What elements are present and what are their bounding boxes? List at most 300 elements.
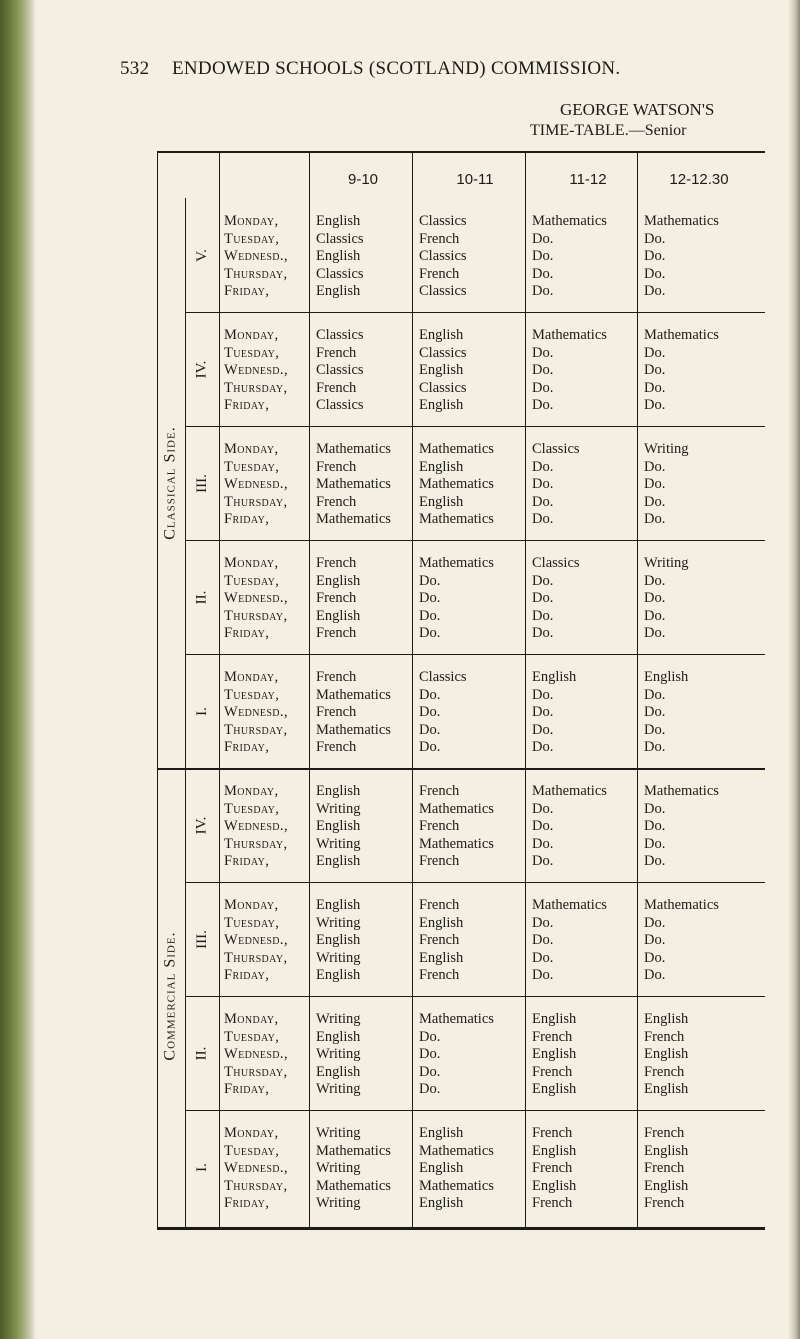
subject-entry: Do. — [419, 704, 441, 720]
subject-entry: Do. — [532, 476, 554, 492]
day-label: Thursday, — [224, 1177, 288, 1194]
subject-entry: Do. — [532, 721, 554, 738]
subject-cell — [532, 1125, 576, 1213]
subject-entry: Do. — [532, 230, 554, 247]
subject-cell — [644, 783, 719, 871]
subject-entry: Do. — [644, 739, 666, 755]
column-rule — [219, 153, 220, 1227]
subject-cell — [316, 897, 361, 985]
subject-entry: Do. — [532, 283, 554, 299]
subject-entry: Do. — [419, 1028, 441, 1045]
subject-entry: Mathematics — [316, 441, 391, 457]
days-cell — [224, 441, 288, 529]
subject-entry: Do. — [532, 932, 554, 948]
form-row — [185, 882, 765, 996]
form-separator — [185, 996, 765, 997]
subject-entry: Do. — [532, 397, 554, 413]
subject-entry: French — [644, 1160, 685, 1176]
form-separator — [185, 426, 765, 427]
subject-entry: Do. — [532, 739, 554, 755]
subject-entry: Do. — [644, 686, 666, 703]
subject-entry: Mathematics — [419, 1011, 494, 1027]
form-row — [185, 426, 765, 540]
subject-entry: French — [644, 1063, 685, 1080]
side-separator — [157, 768, 765, 770]
school-title: GEORGE WATSON'S — [560, 100, 715, 119]
form-number — [185, 1110, 219, 1224]
subject-entry: Do. — [532, 572, 554, 589]
subject-entry: English — [532, 1177, 577, 1194]
subject-cell — [316, 555, 360, 643]
subject-entry: Classics — [419, 379, 467, 396]
subject-entry: Writing — [644, 441, 689, 457]
subject-entry: Do. — [419, 1046, 441, 1062]
subject-entry: French — [644, 1125, 685, 1141]
subject-entry: Mathematics — [644, 327, 719, 343]
subject-entry: English — [419, 1160, 464, 1176]
day-label: Wednesd., — [224, 476, 288, 492]
subject-entry: Do. — [419, 590, 441, 606]
subject-entry: Classics — [316, 397, 364, 413]
column-rule — [412, 153, 413, 1227]
form-number — [185, 540, 219, 654]
form-number — [185, 654, 219, 768]
subject-entry: English — [644, 669, 689, 685]
subject-cell — [532, 213, 607, 301]
subject-entry: English — [644, 1177, 689, 1194]
subject-entry: Do. — [644, 379, 666, 396]
subject-cell — [419, 213, 467, 301]
subject-cell — [316, 213, 364, 301]
page-number: 532 — [120, 58, 150, 79]
subject-cell — [532, 555, 580, 643]
subject-entry: French — [419, 265, 460, 282]
subject-entry: Do. — [419, 721, 441, 738]
day-label: Thursday, — [224, 949, 288, 966]
days-cell — [224, 669, 288, 757]
day-label: Monday, — [224, 555, 279, 571]
form-row — [185, 654, 765, 768]
subject-entry: French — [532, 1195, 573, 1211]
day-label: Thursday, — [224, 1063, 288, 1080]
running-title: ENDOWED SCHOOLS (SCOTLAND) COMMISSION. — [172, 58, 621, 79]
subject-entry: Do. — [532, 511, 554, 527]
subject-entry: Do. — [644, 283, 666, 299]
subject-entry: Do. — [532, 835, 554, 852]
subject-entry: English — [532, 1081, 577, 1097]
book-binding-edge — [0, 0, 36, 1339]
subject-entry: Classics — [419, 248, 467, 264]
column-headers — [157, 153, 765, 198]
day-label: Wednesd., — [224, 932, 288, 948]
subject-entry: Do. — [532, 265, 554, 282]
days-cell — [224, 783, 288, 871]
subject-cell — [419, 783, 494, 871]
subject-entry: Classics — [532, 441, 580, 457]
subject-entry: Mathematics — [316, 1177, 391, 1194]
subject-entry: French — [316, 555, 357, 571]
subject-entry: Do. — [644, 835, 666, 852]
subject-entry: Mathematics — [644, 213, 719, 229]
column-rule — [185, 198, 186, 1227]
subject-entry: Mathematics — [316, 721, 391, 738]
column-header: 11-12 — [569, 171, 607, 188]
subject-entry: Do. — [419, 572, 441, 589]
form-separator — [185, 312, 765, 313]
subject-entry: Do. — [419, 1063, 441, 1080]
subject-entry: Do. — [419, 607, 441, 624]
subject-entry: English — [644, 1011, 689, 1027]
subject-entry: French — [644, 1028, 685, 1045]
subject-entry: Writing — [316, 1046, 361, 1062]
form-number-text: I. — [193, 706, 210, 716]
subject-entry: English — [316, 1028, 361, 1045]
day-label: Monday, — [224, 669, 279, 685]
form-number-text: III. — [193, 929, 210, 949]
subject-entry: English — [316, 213, 361, 229]
subject-cell — [644, 555, 689, 643]
form-number-text: V. — [193, 248, 210, 262]
day-label: Monday, — [224, 213, 279, 229]
subject-cell — [419, 327, 467, 415]
subject-cell — [316, 669, 391, 757]
subject-entry: Do. — [644, 362, 666, 378]
table-left-rule — [157, 153, 158, 1227]
subject-entry: Mathematics — [644, 783, 719, 799]
subject-entry: Do. — [644, 248, 666, 264]
day-label: Wednesd., — [224, 1160, 288, 1176]
day-label: Friday, — [224, 1081, 270, 1097]
subject-entry: Do. — [532, 344, 554, 361]
side-label — [157, 768, 185, 1224]
day-label: Friday, — [224, 283, 270, 299]
days-cell — [224, 213, 288, 301]
subject-entry: French — [532, 1028, 573, 1045]
subject-entry: Writing — [644, 555, 689, 571]
form-number — [185, 312, 219, 426]
day-label: Thursday, — [224, 721, 288, 738]
form-number — [185, 996, 219, 1110]
side-block — [157, 198, 765, 768]
timetable-subtitle: TIME-TABLE.—Senior — [530, 122, 687, 139]
subject-entry: Do. — [532, 625, 554, 641]
subject-entry: Do. — [532, 800, 554, 817]
subject-entry: English — [316, 248, 361, 264]
subject-entry: Writing — [316, 914, 361, 931]
form-separator — [185, 1110, 765, 1111]
form-number-text: IV. — [193, 360, 210, 378]
subject-entry: Classics — [419, 669, 467, 685]
column-rule — [525, 153, 526, 1227]
day-label: Friday, — [224, 1195, 270, 1211]
subject-entry: Do. — [644, 458, 666, 475]
subject-entry: Do. — [644, 932, 666, 948]
subject-entry: English — [532, 1142, 577, 1159]
side-block — [157, 768, 765, 1224]
subject-entry: Do. — [644, 590, 666, 606]
subject-entry: Classics — [316, 265, 364, 282]
subject-entry: Mathematics — [419, 835, 494, 852]
day-label: Thursday, — [224, 379, 288, 396]
subject-entry: Mathematics — [419, 441, 494, 457]
subject-cell — [316, 783, 361, 871]
day-label: Friday, — [224, 397, 270, 413]
subject-entry: Mathematics — [419, 1177, 494, 1194]
day-label: Wednesd., — [224, 818, 288, 834]
subject-entry: English — [419, 914, 464, 931]
subject-entry: Do. — [532, 818, 554, 834]
subject-entry: Do. — [644, 230, 666, 247]
subject-entry: Writing — [316, 1160, 361, 1176]
subject-entry: French — [419, 853, 460, 869]
subject-entry: Do. — [644, 949, 666, 966]
subject-entry: Mathematics — [419, 800, 494, 817]
day-label: Tuesday, — [224, 1142, 280, 1159]
subject-entry: Classics — [419, 344, 467, 361]
subject-entry: Do. — [532, 967, 554, 983]
subject-entry: Do. — [532, 853, 554, 869]
subject-cell — [419, 669, 467, 757]
subject-entry: French — [532, 1063, 573, 1080]
subject-cell — [644, 327, 719, 415]
subject-entry: Mathematics — [316, 511, 391, 527]
subject-cell — [532, 669, 576, 757]
subject-cell — [419, 897, 463, 985]
day-label: Monday, — [224, 897, 279, 913]
subject-entry: Do. — [644, 493, 666, 510]
subject-entry: French — [532, 1160, 573, 1176]
subject-entry: Do. — [532, 686, 554, 703]
subject-entry: Classics — [532, 555, 580, 571]
subject-entry: Do. — [644, 721, 666, 738]
day-label: Monday, — [224, 327, 279, 343]
days-cell — [224, 1125, 288, 1213]
form-row — [185, 996, 765, 1110]
subject-entry: French — [419, 967, 460, 983]
subject-cell — [419, 555, 494, 643]
subject-entry: French — [316, 344, 357, 361]
subject-entry: English — [532, 1046, 577, 1062]
subject-entry: Writing — [316, 835, 361, 852]
subject-entry: French — [316, 669, 357, 685]
subject-entry: Do. — [644, 625, 666, 641]
subject-entry: Do. — [532, 914, 554, 931]
subject-cell — [532, 441, 580, 529]
subject-entry: Do. — [644, 853, 666, 869]
subject-entry: French — [316, 458, 357, 475]
subject-cell — [316, 327, 364, 415]
form-number-text: I. — [193, 1162, 210, 1172]
day-label: Wednesd., — [224, 704, 288, 720]
subject-cell — [532, 897, 607, 985]
subject-entry: English — [316, 967, 361, 983]
subject-entry: English — [419, 327, 464, 343]
subject-entry: English — [316, 897, 361, 913]
subject-entry: Do. — [644, 572, 666, 589]
day-label: Wednesd., — [224, 248, 288, 264]
subject-cell — [532, 783, 607, 871]
subject-entry: Writing — [316, 949, 361, 966]
subject-entry: Do. — [532, 362, 554, 378]
subject-entry: Classics — [419, 213, 467, 229]
subject-entry: Do. — [644, 818, 666, 834]
subject-entry: Do. — [532, 590, 554, 606]
form-number — [185, 882, 219, 996]
subject-entry: Mathematics — [419, 511, 494, 527]
day-label: Wednesd., — [224, 590, 288, 606]
subject-entry: Mathematics — [644, 897, 719, 913]
day-label: Tuesday, — [224, 572, 280, 589]
subject-entry: Do. — [419, 739, 441, 755]
subject-entry: Mathematics — [316, 1142, 391, 1159]
day-label: Monday, — [224, 441, 279, 457]
subject-entry: English — [316, 783, 361, 799]
day-label: Tuesday, — [224, 1028, 280, 1045]
form-separator — [185, 540, 765, 541]
subject-entry: Do. — [532, 458, 554, 475]
day-label: Wednesd., — [224, 1046, 288, 1062]
subject-entry: English — [316, 1063, 361, 1080]
subject-entry: Writing — [316, 800, 361, 817]
days-cell — [224, 897, 288, 985]
subject-entry: Do. — [644, 967, 666, 983]
day-label: Tuesday, — [224, 686, 280, 703]
subject-entry: Do. — [419, 1081, 441, 1097]
day-label: Monday, — [224, 1011, 279, 1027]
subject-cell — [419, 1011, 494, 1099]
day-label: Friday, — [224, 853, 270, 869]
subject-cell — [316, 441, 391, 529]
day-label: Tuesday, — [224, 800, 280, 817]
subject-entry: Do. — [644, 914, 666, 931]
subject-cell — [419, 441, 494, 529]
subject-entry: Writing — [316, 1125, 361, 1141]
day-label: Thursday, — [224, 607, 288, 624]
days-cell — [224, 327, 288, 415]
subject-entry: Do. — [644, 800, 666, 817]
page-right-edge — [788, 0, 800, 1339]
side-label-text: Commercial Side. — [162, 931, 179, 1061]
subject-entry: French — [419, 932, 460, 948]
subject-entry: Do. — [532, 704, 554, 720]
subject-cell — [644, 213, 719, 301]
subject-entry: Mathematics — [419, 555, 494, 571]
subject-entry: Classics — [419, 283, 467, 299]
subject-entry: English — [316, 283, 361, 299]
subject-cell — [644, 441, 689, 529]
subject-entry: English — [419, 458, 464, 475]
subject-entry: French — [316, 625, 357, 641]
subject-entry: English — [419, 362, 464, 378]
subject-entry: French — [644, 1195, 685, 1211]
subject-entry: French — [316, 379, 357, 396]
subject-entry: English — [419, 1125, 464, 1141]
subject-entry: English — [316, 607, 361, 624]
subject-entry: English — [419, 1195, 464, 1211]
column-header: 9-10 — [347, 171, 379, 188]
subject-entry: Do. — [532, 607, 554, 624]
form-number — [185, 768, 219, 882]
subject-entry: Do. — [644, 511, 666, 527]
subject-entry: Do. — [532, 379, 554, 396]
subject-cell — [644, 669, 688, 757]
subject-entry: French — [316, 590, 357, 606]
subject-entry: French — [419, 783, 460, 799]
subject-entry: Writing — [316, 1011, 361, 1027]
subject-entry: Writing — [316, 1081, 361, 1097]
subject-entry: Classics — [316, 230, 364, 247]
subject-entry: English — [316, 853, 361, 869]
subject-entry: English — [644, 1046, 689, 1062]
subject-entry: Do. — [419, 625, 441, 641]
subject-cell — [316, 1125, 391, 1213]
day-label: Monday, — [224, 783, 279, 799]
subject-entry: French — [419, 230, 460, 247]
subject-entry: English — [316, 818, 361, 834]
subject-entry: Classics — [316, 362, 364, 378]
subject-entry: English — [316, 932, 361, 948]
subject-entry: English — [419, 949, 464, 966]
subject-entry: English — [532, 669, 577, 685]
form-number-text: IV. — [193, 816, 210, 834]
form-separator — [185, 882, 765, 883]
day-label: Thursday, — [224, 493, 288, 510]
side-label-text: Classical Side. — [162, 426, 179, 540]
day-label: Friday, — [224, 625, 270, 641]
subject-entry: English — [644, 1142, 689, 1159]
subject-cell — [644, 1125, 688, 1213]
form-row — [185, 768, 765, 882]
subject-cell — [316, 1011, 361, 1099]
subject-entry: Do. — [419, 686, 441, 703]
day-label: Wednesd., — [224, 362, 288, 378]
subject-entry: Mathematics — [419, 476, 494, 492]
form-row — [185, 312, 765, 426]
subject-entry: English — [419, 493, 464, 510]
form-number-text: II. — [193, 1046, 210, 1060]
form-row — [185, 540, 765, 654]
day-label: Friday, — [224, 967, 270, 983]
subject-entry: French — [316, 739, 357, 755]
subject-entry: Do. — [532, 248, 554, 264]
table-bottom-rule — [157, 1227, 765, 1230]
subject-entry: Mathematics — [316, 476, 391, 492]
subject-entry: French — [316, 704, 357, 720]
subject-entry: Mathematics — [532, 783, 607, 799]
day-label: Monday, — [224, 1125, 279, 1141]
subject-entry: Do. — [532, 493, 554, 510]
subject-entry: Mathematics — [532, 213, 607, 229]
subject-entry: Do. — [644, 476, 666, 492]
subject-entry: Do. — [644, 607, 666, 624]
subject-cell — [419, 1125, 494, 1213]
day-label: Tuesday, — [224, 458, 280, 475]
subject-entry: French — [419, 818, 460, 834]
subject-entry: Mathematics — [532, 897, 607, 913]
column-rule — [309, 153, 310, 1227]
subject-entry: English — [419, 397, 464, 413]
day-label: Thursday, — [224, 265, 288, 282]
day-label: Tuesday, — [224, 344, 280, 361]
subject-entry: English — [644, 1081, 689, 1097]
subject-cell — [644, 1011, 688, 1099]
form-row — [185, 1110, 765, 1224]
form-number — [185, 426, 219, 540]
subject-entry: Do. — [644, 397, 666, 413]
column-rule — [637, 153, 638, 1227]
day-label: Tuesday, — [224, 914, 280, 931]
form-number-text: III. — [193, 473, 210, 493]
